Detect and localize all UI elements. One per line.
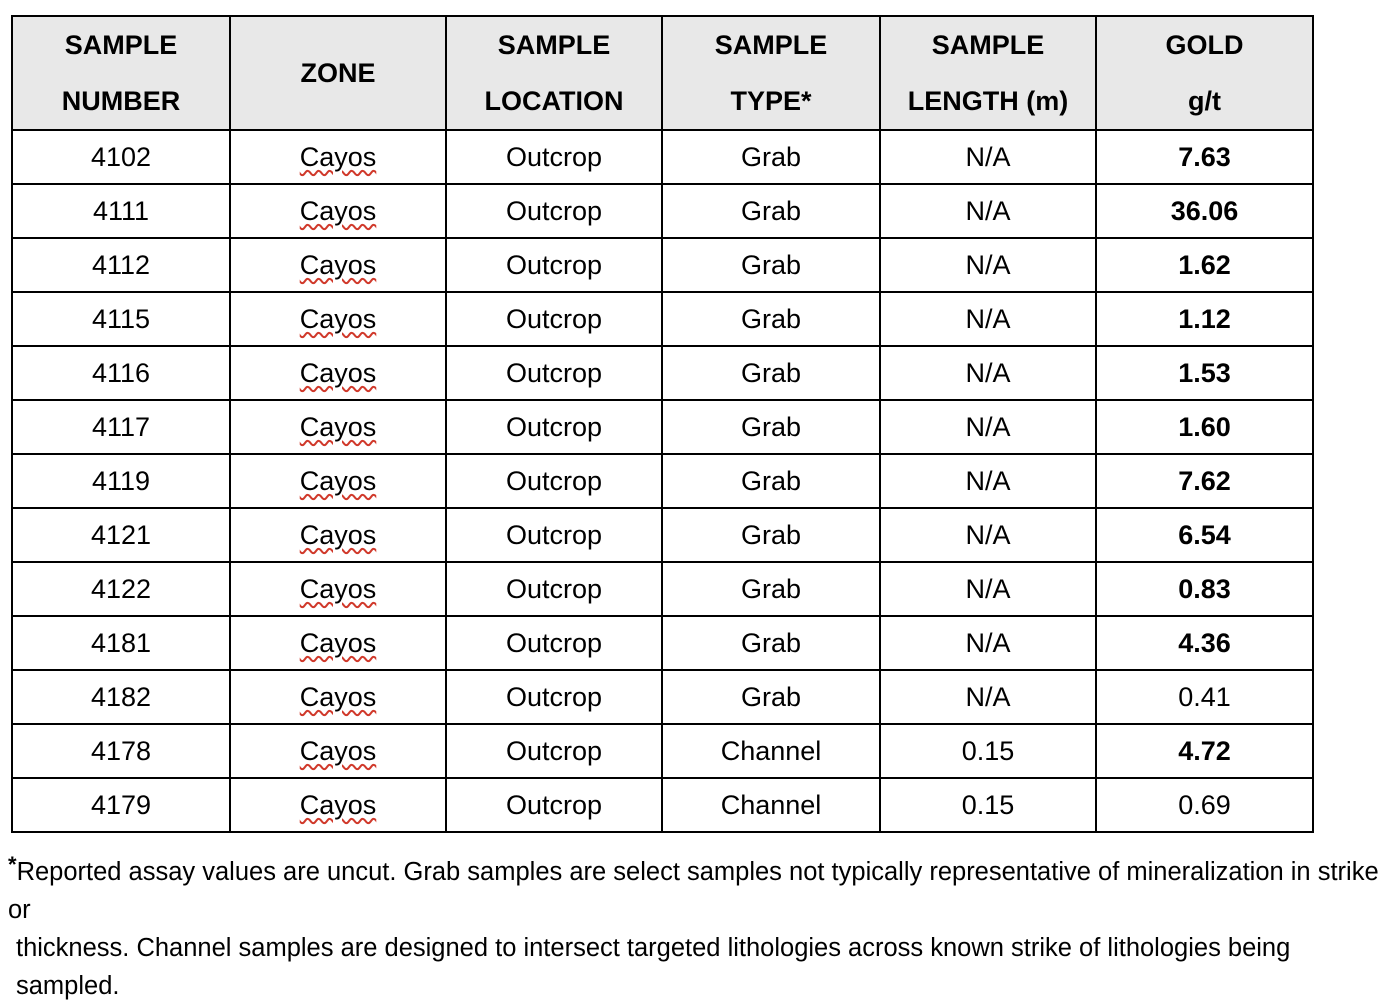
cell-sample-location-text: Outcrop [505, 357, 603, 388]
cell-sample-number-text: 4178 [90, 735, 152, 766]
cell-sample-location-text: Outcrop [505, 303, 603, 334]
cell-sample-location [446, 130, 662, 184]
table-row [12, 184, 1313, 238]
cell-sample-location [446, 238, 662, 292]
cell-sample-length-text: N/A [965, 465, 1011, 496]
cell-zone-text: Cayos [299, 195, 377, 226]
cell-sample-type [662, 400, 880, 454]
cell-sample-location [446, 184, 662, 238]
header-sample-type [662, 16, 880, 130]
header-line2: TYPE* [730, 86, 812, 116]
assay-results-table [11, 15, 1314, 833]
cell-sample-location [446, 724, 662, 778]
cell-gold [1096, 562, 1313, 616]
footnote-text-line1: Reported assay values are uncut. Grab samples are select samples not typically representative of mineralization in strike or [8, 858, 1379, 924]
cell-sample-number [12, 778, 230, 832]
header-sample-length [880, 16, 1096, 130]
cell-gold-text: 1.60 [1178, 411, 1231, 442]
cell-sample-location [446, 454, 662, 508]
cell-zone-text: Cayos [299, 249, 377, 280]
cell-sample-location [446, 562, 662, 616]
cell-sample-location-text: Outcrop [505, 195, 603, 226]
cell-sample-length [880, 670, 1096, 724]
cell-sample-type-text: Channel [720, 735, 822, 766]
header-line2: NUMBER [61, 86, 181, 116]
cell-zone-text: Cayos [299, 681, 377, 712]
cell-sample-number [12, 292, 230, 346]
cell-sample-number-text: 4121 [90, 519, 152, 550]
cell-zone [230, 454, 446, 508]
cell-sample-length-text: N/A [965, 519, 1011, 550]
cell-gold [1096, 454, 1313, 508]
cell-sample-length [880, 400, 1096, 454]
cell-sample-length-text: N/A [965, 357, 1011, 388]
cell-zone-text: Cayos [299, 573, 377, 604]
header-zone [230, 16, 446, 130]
cell-sample-type-text: Grab [740, 141, 802, 172]
cell-gold-text: 7.62 [1178, 465, 1231, 496]
cell-gold [1096, 616, 1313, 670]
header-sample-number [12, 16, 230, 130]
cell-zone-text: Cayos [299, 357, 377, 388]
cell-sample-location-text: Outcrop [505, 141, 603, 172]
cell-gold [1096, 184, 1313, 238]
footnote [8, 846, 1388, 1005]
cell-sample-number-text: 4111 [92, 195, 150, 226]
cell-sample-length-text: N/A [965, 195, 1011, 226]
cell-sample-type [662, 184, 880, 238]
cell-sample-type [662, 130, 880, 184]
table-header [12, 16, 1313, 130]
cell-sample-type [662, 724, 880, 778]
cell-sample-length-text: 0.15 [961, 789, 1015, 820]
cell-sample-number [12, 238, 230, 292]
cell-sample-length-text: N/A [965, 573, 1011, 604]
cell-zone [230, 184, 446, 238]
cell-zone [230, 400, 446, 454]
cell-sample-location-text: Outcrop [505, 411, 603, 442]
cell-gold [1096, 724, 1313, 778]
cell-sample-location [446, 616, 662, 670]
cell-gold-text: 0.83 [1178, 573, 1231, 604]
cell-sample-number [12, 724, 230, 778]
cell-sample-number [12, 346, 230, 400]
cell-sample-number-text: 4119 [91, 465, 151, 496]
table-row [12, 130, 1313, 184]
cell-gold [1096, 238, 1313, 292]
cell-sample-type-text: Grab [740, 357, 802, 388]
cell-sample-type [662, 562, 880, 616]
header-line2: LOCATION [484, 86, 624, 116]
header-line1: SAMPLE [64, 30, 178, 60]
cell-sample-location-text: Outcrop [505, 465, 603, 496]
table-row [12, 724, 1313, 778]
cell-zone-text: Cayos [299, 465, 377, 496]
table-row [12, 346, 1313, 400]
cell-zone-text: Cayos [299, 411, 377, 442]
table-row [12, 670, 1313, 724]
cell-sample-length [880, 562, 1096, 616]
cell-gold [1096, 778, 1313, 832]
cell-sample-length [880, 778, 1096, 832]
cell-zone-text: Cayos [299, 789, 377, 820]
cell-gold [1096, 508, 1313, 562]
cell-gold [1096, 670, 1313, 724]
cell-sample-number [12, 616, 230, 670]
cell-sample-type [662, 508, 880, 562]
cell-sample-type-text: Grab [740, 627, 802, 658]
header-sample-location [446, 16, 662, 130]
cell-sample-location [446, 292, 662, 346]
cell-gold-text: 1.53 [1178, 357, 1231, 388]
cell-sample-location-text: Outcrop [505, 681, 603, 712]
cell-sample-location [446, 778, 662, 832]
cell-sample-length [880, 454, 1096, 508]
cell-gold-text: 4.72 [1178, 735, 1231, 766]
cell-zone-text: Cayos [299, 303, 377, 334]
cell-gold [1096, 130, 1313, 184]
cell-gold [1096, 346, 1313, 400]
cell-sample-type-text: Grab [740, 195, 802, 226]
cell-gold [1096, 400, 1313, 454]
cell-gold-text: 7.63 [1178, 141, 1231, 172]
header-line2: g/t [1188, 86, 1221, 116]
cell-sample-location [446, 400, 662, 454]
cell-sample-type [662, 670, 880, 724]
header-line1: GOLD [1165, 30, 1244, 60]
cell-sample-length-text: 0.15 [961, 735, 1015, 766]
table-row [12, 562, 1313, 616]
cell-gold-text: 0.41 [1178, 681, 1231, 712]
cell-sample-type [662, 454, 880, 508]
footnote-marker: * [8, 852, 17, 877]
cell-sample-length [880, 724, 1096, 778]
cell-sample-number [12, 184, 230, 238]
cell-sample-number-text: 4181 [90, 627, 152, 658]
cell-zone-text: Cayos [299, 519, 377, 550]
cell-sample-type [662, 778, 880, 832]
cell-zone [230, 562, 446, 616]
cell-sample-number-text: 4117 [91, 411, 151, 442]
table-row [12, 454, 1313, 508]
cell-sample-length [880, 238, 1096, 292]
cell-zone [230, 724, 446, 778]
cell-sample-number [12, 130, 230, 184]
cell-zone-text: Cayos [299, 141, 377, 172]
cell-sample-number-text: 4116 [91, 357, 151, 388]
cell-sample-location [446, 670, 662, 724]
cell-sample-number [12, 508, 230, 562]
table-row [12, 616, 1313, 670]
header-line1: SAMPLE [714, 30, 828, 60]
table-row [12, 400, 1313, 454]
cell-zone-text: Cayos [299, 735, 377, 766]
cell-sample-number-text: 4102 [90, 141, 152, 172]
cell-gold-text: 4.36 [1178, 627, 1231, 658]
cell-gold-text: 1.12 [1178, 303, 1231, 334]
cell-zone [230, 508, 446, 562]
cell-sample-length-text: N/A [965, 627, 1011, 658]
cell-sample-length [880, 508, 1096, 562]
table-row [12, 238, 1313, 292]
cell-sample-length [880, 346, 1096, 400]
cell-zone [230, 346, 446, 400]
cell-sample-number-text: 4122 [90, 573, 152, 604]
cell-gold [1096, 292, 1313, 346]
cell-sample-length-text: N/A [965, 303, 1011, 334]
cell-sample-location-text: Outcrop [505, 735, 603, 766]
cell-sample-location-text: Outcrop [505, 249, 603, 280]
cell-sample-type [662, 346, 880, 400]
cell-gold-text: 36.06 [1170, 195, 1239, 226]
cell-zone [230, 292, 446, 346]
cell-sample-length-text: N/A [965, 411, 1011, 442]
cell-sample-location-text: Outcrop [505, 789, 603, 820]
cell-sample-number-text: 4115 [91, 303, 151, 334]
cell-sample-number-text: 4179 [90, 789, 152, 820]
cell-sample-type-text: Grab [740, 573, 802, 604]
cell-sample-location-text: Outcrop [505, 627, 603, 658]
cell-sample-type-text: Grab [740, 681, 802, 712]
cell-sample-type [662, 238, 880, 292]
header-line1: SAMPLE [497, 30, 611, 60]
header-line1: SAMPLE [931, 30, 1045, 60]
table-row [12, 508, 1313, 562]
cell-sample-number-text: 4182 [90, 681, 152, 712]
cell-gold-text: 1.62 [1178, 249, 1231, 280]
table-body [12, 130, 1313, 832]
cell-zone [230, 616, 446, 670]
cell-sample-type [662, 616, 880, 670]
cell-zone [230, 130, 446, 184]
footnote-line2: thickness. Channel samples are designed to intersect targeted lithologies across known strike of lithologies being sampled. [16, 934, 1291, 1000]
cell-gold-text: 0.69 [1178, 789, 1231, 820]
cell-sample-number [12, 400, 230, 454]
cell-zone [230, 670, 446, 724]
header-gold [1096, 16, 1313, 130]
cell-sample-type-text: Grab [740, 519, 802, 550]
cell-sample-length [880, 616, 1096, 670]
cell-sample-location [446, 346, 662, 400]
cell-sample-length [880, 184, 1096, 238]
header-line2: LENGTH (m) [907, 86, 1069, 116]
cell-zone-text: Cayos [299, 627, 377, 658]
cell-sample-location [446, 508, 662, 562]
cell-sample-number [12, 670, 230, 724]
cell-sample-location-text: Outcrop [505, 573, 603, 604]
cell-sample-length [880, 292, 1096, 346]
cell-sample-type-text: Grab [740, 411, 802, 442]
cell-sample-number [12, 454, 230, 508]
cell-zone [230, 778, 446, 832]
cell-gold-text: 6.54 [1178, 519, 1231, 550]
header-row [12, 16, 1313, 130]
table-row [12, 778, 1313, 832]
cell-sample-type-text: Grab [740, 303, 802, 334]
table-row [12, 292, 1313, 346]
cell-sample-length-text: N/A [965, 141, 1011, 172]
cell-sample-length [880, 130, 1096, 184]
footnote-line1 [8, 846, 1388, 929]
cell-sample-number [12, 562, 230, 616]
header-line1: ZONE [300, 58, 376, 88]
cell-sample-length-text: N/A [965, 681, 1011, 712]
cell-sample-length-text: N/A [965, 249, 1011, 280]
cell-sample-number-text: 4112 [91, 249, 151, 280]
cell-sample-type-text: Channel [720, 789, 822, 820]
cell-sample-type [662, 292, 880, 346]
cell-zone [230, 238, 446, 292]
cell-sample-type-text: Grab [740, 249, 802, 280]
cell-sample-location-text: Outcrop [505, 519, 603, 550]
cell-sample-type-text: Grab [740, 465, 802, 496]
